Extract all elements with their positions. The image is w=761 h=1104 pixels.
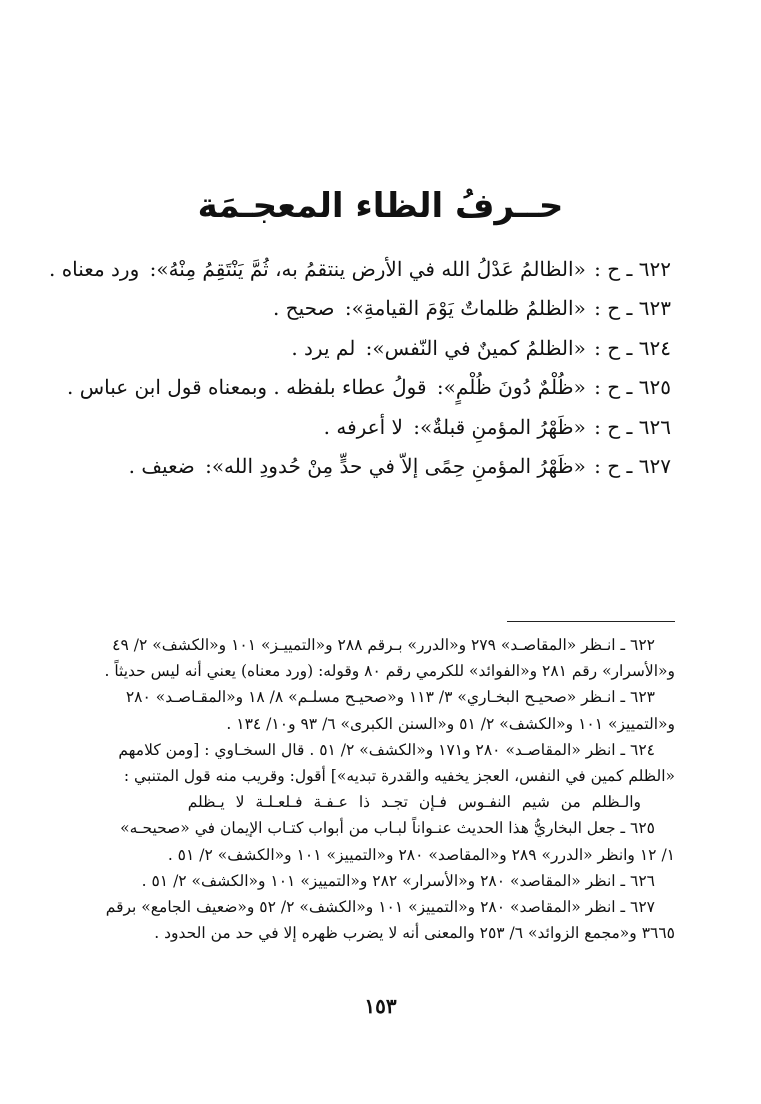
footnote-line: ٣٦٦٥ و«مجمع الزوائد» ٦/ ٢٥٣ والمعنى أنه لا يضرب ظهره إلا في حد من الحدود . [154, 924, 675, 943]
entry-number: ٦٢٥ ـ ح : [594, 375, 671, 400]
entry-number: ٦٢٣ ـ ح : [594, 296, 671, 321]
page-number: ١٥٣ [364, 994, 397, 1018]
footnote-line: «الظلم كمين في النفس، العجز يخفيه والقدرة تبديه»] أقول: وقريب منه قول المتنبي : [123, 766, 675, 785]
hadith-text: «الظلمُ كمينٌ في النّفس»: [365, 335, 586, 360]
hadith-text: «الظالمُ عَدْلُ الله في الأرض ينتقمُ به، ثُمَّ يَنْتَقِمُ مِنْهُ»: [149, 257, 586, 281]
hadith-verdict: قولُ عطاء بلفظه . وبمعناه قول ابن عباس . [67, 375, 427, 400]
hadith-text: «ظُلْمٌ دُونَ ظُلْمٍ»: [436, 375, 586, 400]
hadith-entry [71, 293, 671, 332]
poetry-verse-line: والـظلم من شيم النفـوس فـإن تجـد ذا عـفـة فـلعـلـة لا يـظلم [187, 793, 641, 812]
hadith-verdict: لم يرد . [291, 335, 356, 360]
hadith-verdict: لا أعرفه . [323, 414, 403, 439]
footnote-line: ٦٢٥ ـ جعل البخاريُّ هذا الحديث عنـواناً لبـاب من أبواب كتـاب الإيمان في «صحيحـه» [120, 819, 655, 838]
hadith-entry [71, 412, 671, 451]
entry-number: ٦٢٧ ـ ح : [594, 453, 671, 478]
hadith-entry [67, 372, 671, 411]
hadith-entry [48, 254, 671, 293]
hadith-text: «ظَهْرُ المؤمنِ حِمًى إلاّ في حدٍّ مِنْ حُدودِ الله»: [205, 453, 586, 478]
entry-number: ٦٢٢ ـ ح : [594, 257, 671, 281]
footnote-line: ٦٢٦ ـ انظر «المقاصد» ٢٨٠ و«الأسرار» ٢٨٢ و«التمييز» ١٠١ و«الكشف» ٢/ ٥١ . [141, 871, 655, 890]
footnote-line: و«التمييز» ١٠١ و«الكشف» ٢/ ٥١ و«السنن الكبرى» ٦/ ٩٣ و١٠/ ١٣٤ . [226, 714, 675, 733]
footnote-line: ٦٢٤ ـ انظر «المقاصـد» ٢٨٠ و١٧١ و«الكشف» ٢/ ٥١ . قال السخـاوي : [ومن كلامهم [118, 740, 655, 759]
hadith-text: «الظلمُ ظلماتٌ يَوْمَ القيامةِ»: [344, 296, 586, 321]
chapter-title: حــرفُ الظاء المعجـمَة [197, 186, 564, 226]
hadith-entry [71, 333, 671, 372]
footnote-line: ٦٢٣ ـ انـظر «صحيـح البخـاري» ٣/ ١١٣ و«صحيـح مسلـم» ٨/ ١٨ و«المقـاصـد» ٢٨٠ [125, 688, 655, 707]
footnote-divider [507, 621, 675, 622]
footnote-line: ٦٢٢ ـ انـظر «المقاصـد» ٢٧٩ و«الدرر» بـرقم ٢٨٨ و«التمييـز» ١٠١ و«الكشف» ٢/ ٤٩ [112, 636, 655, 654]
hadith-entry [71, 451, 671, 490]
footnotes-list [75, 632, 675, 946]
entry-number: ٦٢٦ ـ ح : [594, 414, 671, 439]
footnote-line: و«الأسرار» رقم ٢٨١ و«الفوائد» للكرمي رقم ٨٠ وقوله: (ورد معناه) يعني أنه ليس حديثاً . [104, 662, 675, 681]
hadith-verdict: ورد معناه . [48, 257, 140, 281]
hadith-verdict: صحيح . [272, 296, 335, 321]
entry-number: ٦٢٤ ـ ح : [594, 335, 671, 360]
hadith-text: «ظَهْرُ المؤمنِ قبلةٌ»: [413, 414, 586, 439]
hadith-verdict: ضعيف . [128, 453, 195, 478]
hadith-entries-list [48, 254, 671, 490]
footnote-line: ٦٢٧ ـ انظر «المقاصد» ٢٨٠ و«التمييز» ١٠١ و«الكشف» ٢/ ٥٢ و«ضعيف الجامع» برقم [105, 897, 655, 916]
footnote-line: ١/ ١٢ وانظر «الدرر» ٢٨٩ و«المقاصد» ٢٨٠ و«التمييز» ١٠١ و«الكشف» ٢/ ٥١ . [167, 845, 675, 864]
